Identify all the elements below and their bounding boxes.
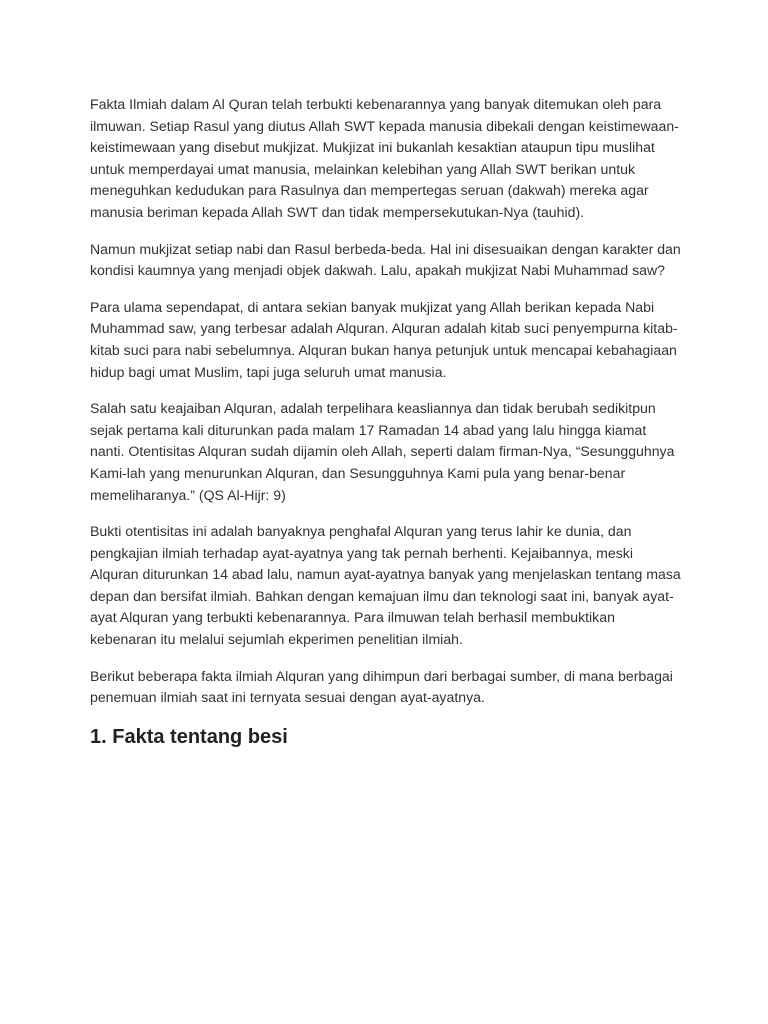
article-body (90, 94, 682, 750)
paragraph-alquran-mukjizat: Para ulama sependapat, di antara sekian banyak mukjizat yang Allah berikan kepada Nabi Muhammad saw, yang terbesar adalah Alquran. Alquran adalah kitab suci penyempurna kitab-kitab suci para nabi sebelumnya. Alquran bukan hanya petunjuk untuk mencapai kebahagiaan hidup bagi umat Muslim, tapi juga seluruh umat manusia. (90, 298, 678, 380)
paragraph-mukjizat-nabi: Namun mukjizat setiap nabi dan Rasul berbeda-beda. Hal ini disesuaikan dengan karakter dan kondisi kaumnya yang menjadi objek dakwah. Lalu, apakah mukjizat Nabi Muhammad saw? (90, 240, 681, 279)
paragraph-keaslian-alquran: Salah satu keajaiban Alquran, adalah terpelihara keasliannya dan tidak berubah sedikitpun sejak pertama kali diturunkan pada malam 17 Ramadan 14 abad yang lalu hingga kiamat nanti. Otentisitas Alquran sudah dijamin oleh Allah, seperti dalam firman-Nya, “Sesungguhnya Kami-lah yang menurunkan Alquran, dan Sesungguhnya Kami pula yang benar-benar memeliharanya.” (QS Al-Hijr: 9) (90, 400, 675, 503)
paragraph-pengantar-fakta: Berikut beberapa fakta ilmiah Alquran yang dihimpun dari berbagai sumber, di mana berbagai penemuan ilmiah saat ini ternyata sesuai dengan ayat-ayatnya. (90, 667, 673, 706)
paragraph-intro: Fakta Ilmiah dalam Al Quran telah terbukti kebenarannya yang banyak ditemukan oleh para ilmuwan. Setiap Rasul yang diutus Allah SWT kepada manusia dibekali dengan keistimewaan-keistimewaan yang disebut mukjizat. Mukjizat ini bukanlah kesaktian ataupun tipu muslihat untuk memperdayai umat manusia, melainkan kelebihan yang Allah SWT berikan untuk meneguhkan kedudukan para Rasulnya dan mempertegas seruan (dakwah) mereka agar manusia beriman kepada Allah SWT dan tidak mempersekutukan-Nya (tauhid). (90, 96, 679, 220)
section-heading: 1. Fakta tentang besi (90, 725, 288, 748)
paragraph-bukti-otentisitas: Bukti otentisitas ini adalah banyaknya penghafal Alquran yang terus lahir ke dunia, dan pengkajian ilmiah terhadap ayat-ayatnya yang tak pernah berhenti. Kejaibannya, meski Alquran diturunkan 14 abad lalu, namun ayat-ayatnya banyak yang menjelaskan tentang masa depan dan bersifat ilmiah. Bahkan dengan kemajuan ilmu dan teknologi saat ini, banyak ayat-ayat Alquran yang terbukti kebenarannya. Para ilmuwan telah berhasil membuktikan kebenaran itu melalui sejumlah ekperimen penelitian ilmiah. (90, 523, 681, 648)
